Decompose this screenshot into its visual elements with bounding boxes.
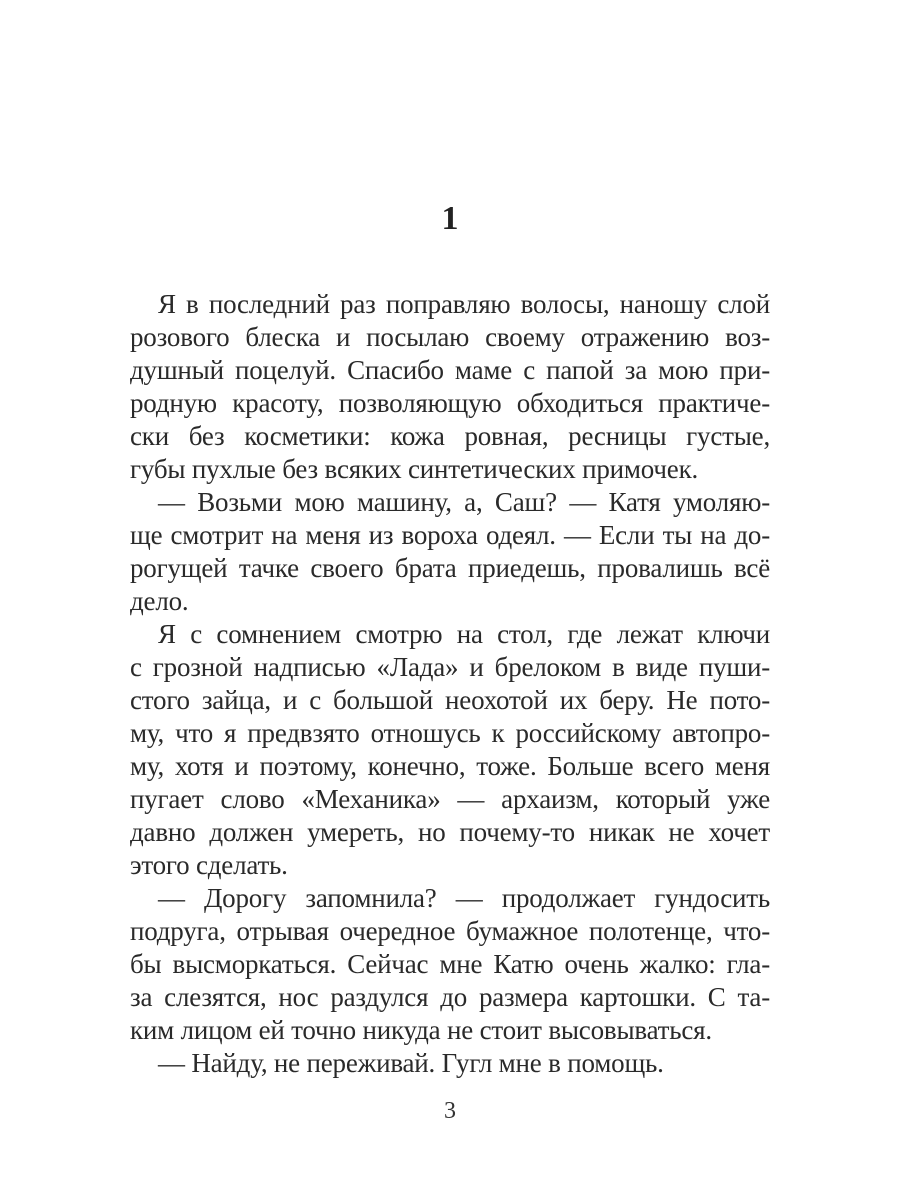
text-line: за слезятся, нос раздулся до размера картошки. С та- — [130, 982, 770, 1012]
text-line: душный поцелуй. Спасибо маме с папой за мою при- — [130, 355, 770, 385]
text-line: пугает слово «Механика» — архаизм, который уже — [130, 784, 770, 814]
body-text — [130, 288, 770, 1080]
text-line: бы высморкаться. Сейчас мне Катю очень жалко: гла- — [130, 949, 770, 979]
text-line: му, что я предвзято отношусь к российскому автопро- — [130, 718, 770, 748]
text-line: давно должен умереть, но почему-то никак не хочет — [130, 817, 770, 847]
text-line: Я с сомнением смотрю на стол, где лежат ключи — [158, 619, 770, 649]
text-line: му, хотя и поэтому, конечно, тоже. Больше всего меня — [130, 751, 770, 781]
text-line: Я в последний раз поправляю волосы, наношу слой — [158, 289, 770, 319]
text-line: подруга, отрывая очередное бумажное полотенце, что- — [130, 916, 770, 946]
text-line: стого зайца, и с большой неохотой их беру. Не пото- — [130, 685, 770, 715]
text-line: губы пухлые без всяких синтетических примочек. — [130, 454, 699, 484]
text-line: — Возьми мою машину, а, Саш? — Катя умоляю- — [158, 487, 770, 517]
text-line: розового блеска и посылаю своему отражению воз- — [130, 322, 770, 352]
text-line: ким лицом ей точно никуда не стоит высовываться. — [130, 1015, 712, 1045]
text-line: дело. — [130, 586, 189, 616]
text-line: ще смотрит на меня из вороха одеял. — Если ты на до- — [130, 520, 770, 550]
text-line: ски без косметики: кожа ровная, ресницы густые, — [130, 421, 770, 451]
text-line: с грозной надписью «Лада» и брелоком в виде пуши- — [130, 652, 770, 682]
text-line: родную красоту, позволяющую обходиться практиче- — [130, 388, 770, 418]
text-line: — Дорогу запомнила? — продолжает гундосить — [158, 883, 770, 913]
page-number: 3 — [444, 1098, 456, 1124]
text-line: рогущей тачке своего брата приедешь, провалишь всё — [130, 553, 770, 583]
text-line: — Найду, не переживай. Гугл мне в помощь. — [158, 1048, 664, 1078]
text-line: этого сделать. — [130, 850, 288, 880]
chapter-number: 1 — [441, 200, 459, 237]
